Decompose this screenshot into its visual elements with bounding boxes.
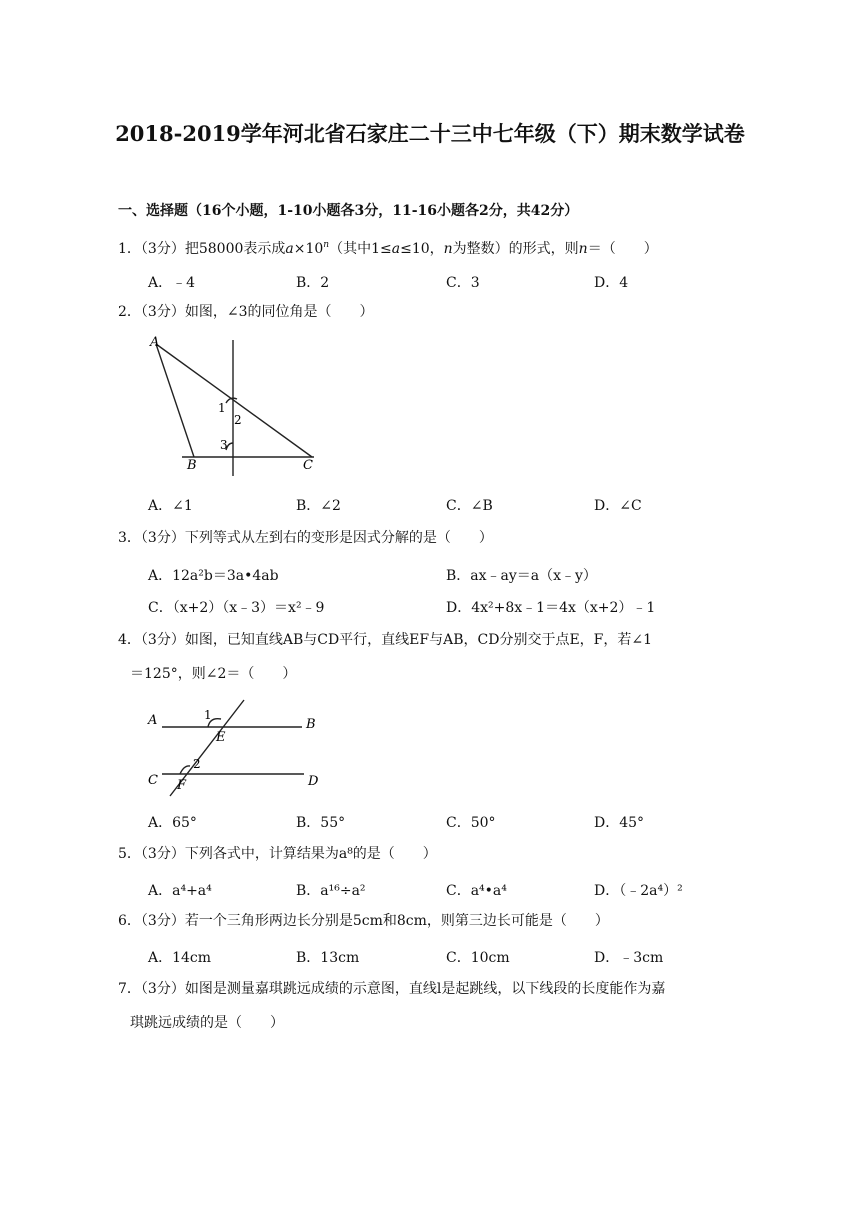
question-number: 5． bbox=[118, 846, 141, 862]
q5-option-d[interactable]: D．（﹣2a⁴）² bbox=[594, 883, 683, 899]
question-text: ＝（ ） bbox=[587, 241, 658, 257]
angle-1-label: 1 bbox=[218, 401, 226, 415]
q1-option-a[interactable]: A．﹣4 bbox=[148, 275, 196, 291]
label-e: E bbox=[216, 730, 226, 745]
question-7 bbox=[118, 972, 748, 1040]
var-a: a bbox=[285, 241, 294, 257]
angle-2-label: 2 bbox=[234, 413, 242, 427]
q4-parallel-lines-figure bbox=[140, 692, 340, 800]
question-score: （3分） bbox=[140, 304, 185, 320]
label-b: B bbox=[306, 717, 316, 732]
question-number: 7． bbox=[118, 981, 141, 997]
var-a: a bbox=[391, 241, 401, 257]
angle-3-label: 3 bbox=[220, 438, 228, 452]
q6-option-d[interactable]: D．﹣3cm bbox=[594, 950, 664, 966]
q4-option-c[interactable]: C．50° bbox=[446, 815, 496, 831]
var-n: n bbox=[443, 241, 453, 257]
q6-option-b[interactable]: B．13cm bbox=[296, 950, 360, 966]
label-b: B bbox=[187, 458, 197, 473]
angle-2-label: 2 bbox=[193, 757, 201, 771]
q1-option-b[interactable]: B．2 bbox=[296, 275, 330, 291]
question-text-line-1: 如图，已知直线AB与CD平行，直线EF与AB，CD分别交于点E，F，若∠1 bbox=[184, 632, 653, 648]
q1-option-c[interactable]: C．3 bbox=[446, 275, 480, 291]
question-text: 下列等式从左到右的变形是因式分解的是（ ） bbox=[184, 530, 493, 546]
question-text: 把58000表示成 bbox=[184, 241, 286, 257]
question-6 bbox=[118, 904, 748, 938]
q3-option-b[interactable]: B．ax﹣ay＝a（x﹣y） bbox=[446, 568, 597, 584]
q3-option-d[interactable]: D．4x²+8x﹣1＝4x（x+2）﹣1 bbox=[446, 600, 656, 616]
question-text: ≤10， bbox=[400, 241, 444, 257]
q2-option-d[interactable]: D．∠C bbox=[594, 498, 642, 514]
q6-option-a[interactable]: A．14cm bbox=[148, 950, 212, 966]
label-d: D bbox=[308, 774, 319, 789]
question-text: 如图，∠3的同位角是（ ） bbox=[184, 304, 374, 320]
q2-option-b[interactable]: B．∠2 bbox=[296, 498, 341, 514]
exponent-n: n bbox=[323, 240, 330, 250]
question-2 bbox=[118, 295, 748, 329]
question-score: （3分） bbox=[140, 846, 185, 862]
label-f: F bbox=[177, 778, 187, 793]
question-text: ×10 bbox=[293, 241, 324, 257]
label-c: C bbox=[148, 773, 158, 788]
question-text-line-1: 如图是测量嘉琪跳远成绩的示意图，直线l是起跳线，以下线段的长度能作为嘉 bbox=[184, 981, 666, 997]
question-text: 为整数）的形式，则 bbox=[452, 241, 579, 257]
question-number: 2． bbox=[118, 304, 141, 320]
question-3 bbox=[118, 521, 748, 555]
q3-option-a[interactable]: A．12a²b＝3a•4ab bbox=[148, 568, 279, 584]
question-number: 1． bbox=[118, 241, 141, 257]
var-n: n bbox=[578, 241, 588, 257]
question-score: （3分） bbox=[140, 913, 185, 929]
question-score: （3分） bbox=[140, 530, 185, 546]
label-c: C bbox=[303, 458, 313, 473]
question-text: 下列各式中，计算结果为a⁸的是（ ） bbox=[184, 846, 437, 862]
q2-triangle-figure bbox=[140, 330, 340, 480]
q5-option-b[interactable]: B．a¹⁶÷a² bbox=[296, 883, 366, 899]
question-1 bbox=[118, 232, 748, 266]
question-text: （其中1≤ bbox=[329, 241, 392, 257]
angle-1-label: 1 bbox=[204, 708, 212, 722]
q6-option-c[interactable]: C．10cm bbox=[446, 950, 510, 966]
q3-option-c[interactable]: C．（x+2）（x﹣3）＝x²﹣9 bbox=[148, 600, 325, 616]
question-number: 4． bbox=[118, 632, 141, 648]
question-number: 6． bbox=[118, 913, 141, 929]
q4-option-d[interactable]: D．45° bbox=[594, 815, 645, 831]
section-heading: 一、选择题（16个小题，1-10小题各3分，11-16小题各2分，共42分） bbox=[118, 203, 579, 219]
label-a: A bbox=[148, 713, 158, 728]
q2-option-c[interactable]: C．∠B bbox=[446, 498, 493, 514]
question-5 bbox=[118, 837, 748, 871]
q5-option-a[interactable]: A．a⁴+a⁴ bbox=[148, 883, 212, 899]
question-score: （3分） bbox=[140, 241, 185, 257]
question-score: （3分） bbox=[140, 981, 185, 997]
page-title: 2018-2019学年河北省石家庄二十三中七年级（下）期末数学试卷 bbox=[115, 121, 745, 146]
question-4 bbox=[118, 623, 748, 691]
question-text-line-2: ＝125°，则∠2＝（ ） bbox=[130, 666, 297, 682]
q4-option-a[interactable]: A．65° bbox=[148, 815, 197, 831]
question-text-line-2: 琪跳远成绩的是（ ） bbox=[130, 1015, 284, 1031]
q5-option-c[interactable]: C．a⁴•a⁴ bbox=[446, 883, 507, 899]
q2-option-a[interactable]: A．∠1 bbox=[148, 498, 193, 514]
question-score: （3分） bbox=[140, 632, 185, 648]
question-number: 3． bbox=[118, 530, 141, 546]
question-text: 若一个三角形两边长分别是5cm和8cm，则第三边长可能是（ ） bbox=[184, 913, 609, 929]
q4-option-b[interactable]: B．55° bbox=[296, 815, 346, 831]
label-a: A bbox=[150, 335, 160, 350]
q1-option-d[interactable]: D．4 bbox=[594, 275, 629, 291]
